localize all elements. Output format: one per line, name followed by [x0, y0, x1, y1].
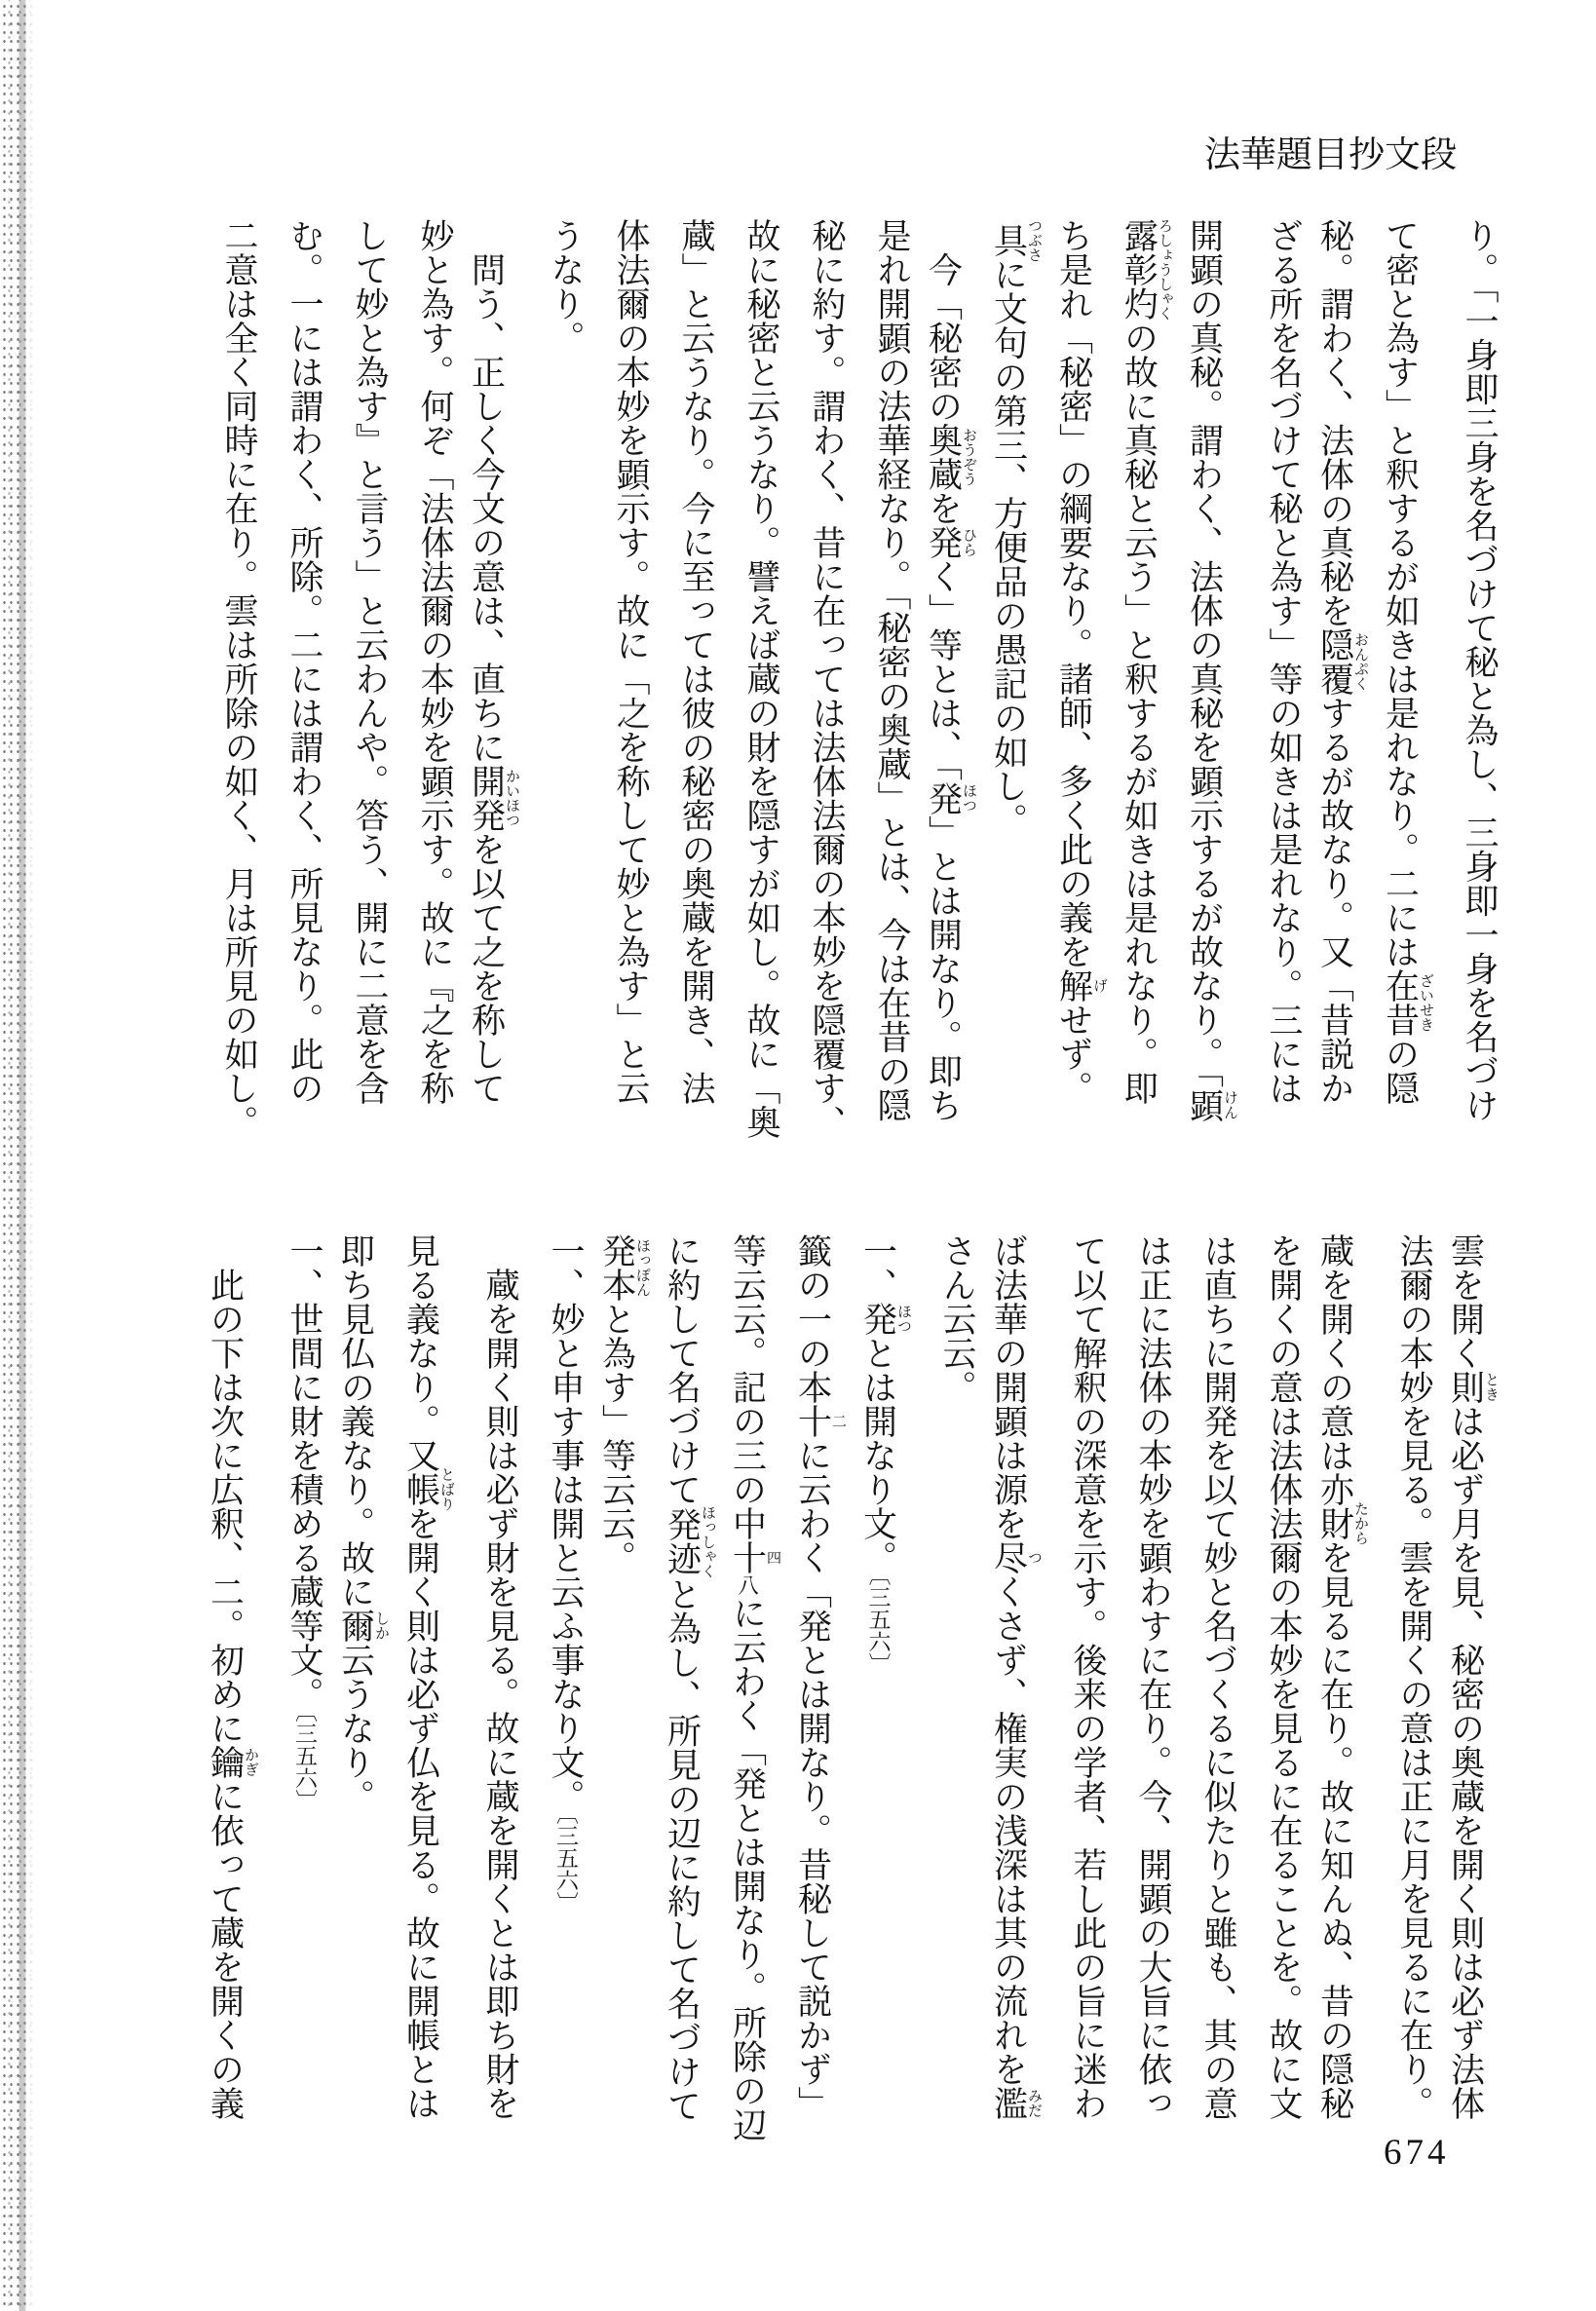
text-column: は正に法体の本妙を顕わすに在り。今、開顕の大旨に依っ: [1134, 1233, 1172, 2120]
text-column: 一、発ほつとは開なり文。〔三五六〕: [858, 1233, 911, 1676]
text-column: 妙と為す。何ぞ「法体法爾の本妙を顕示す。故に『之を称: [416, 218, 454, 1105]
text-column: うなり。: [547, 218, 585, 355]
text-column: は直ちに開発を以て妙と名づくるに似たりと雖も、其の意: [1199, 1233, 1237, 2120]
text-column: さん云云。: [938, 1233, 976, 1404]
furigana-term: 則とき: [1446, 1370, 1499, 1404]
furigana-term: 発ほつ: [924, 780, 976, 815]
text-column: 籤の一の本十二に云わく「発とは開なり。昔秘して説かず」: [793, 1233, 846, 2120]
furigana-term: 在昔ざいせき: [1381, 968, 1433, 1037]
text-column: 此の下は次に広釈、二。初めに鑰かぎに依って蔵を開くの義: [206, 1233, 258, 2120]
text-column: を開くの意は法体法爾の本妙を見るに在ることを。故に文: [1265, 1233, 1303, 2120]
page-reference: 〔三五六〕: [553, 1813, 578, 1914]
furigana-term: 開発かいほつ: [467, 764, 519, 832]
text-column: に約して名づけて発迹ほっしゃくと為し、所見の辺に約して名づけて: [663, 1233, 715, 2123]
text-column: て以て解釈の深意を示す。後来の学者、若し此の旨に迷わ: [1069, 1233, 1107, 2120]
text-column: 今「秘密の奥蔵おうぞうを発ひらく」等とは、「発ほつ」とは開なり。即ち: [924, 218, 976, 1122]
furigana-term: 隠覆おんぷく: [1315, 627, 1368, 696]
text-column: 一、妙と申す事は開と云ふ事なり文。〔三五六〕: [547, 1233, 585, 1914]
text-column: 問う、正しく今文の意は、直ちに開発かいほつを以て之を称して: [467, 218, 519, 1105]
furigana-term: 解げ: [1054, 968, 1107, 1003]
furigana-term: 十四: [728, 1540, 780, 1574]
page-reference: 〔三五六〕: [865, 1574, 891, 1676]
running-head-title: 法華題目抄文段: [1204, 135, 1457, 175]
furigana-term: 発本ほっぽん: [597, 1233, 650, 1302]
furigana-term: 帳とばり: [401, 1467, 454, 1511]
furigana-term: 奥蔵おうぞう: [924, 423, 976, 491]
furigana-term: 鑰かぎ: [206, 1745, 258, 1779]
furigana-term: 顕けん: [1185, 1087, 1237, 1122]
furigana-term: 財たから: [1315, 1501, 1368, 1545]
small-number: 八: [735, 1574, 760, 1596]
text-column: 蔵を開くの意は亦財たからを見るに在り。故に知んぬ、昔の隠秘: [1315, 1233, 1368, 2120]
text-column: 体法爾の本妙を顕示す。故に「之を称して妙と為す」と云: [612, 218, 650, 1105]
furigana-term: 具つぶさ: [989, 218, 1042, 262]
text-column: 蔵を開く則は必ず財を見る。故に蔵を開くとは即ち財を: [481, 1233, 519, 2120]
text-column: 等云云。記の三の中十四八に云わく「発とは開なり。所除の辺: [728, 1233, 780, 2141]
top-text-block: [189, 218, 1499, 1146]
furigana-term: 発ほつ: [858, 1302, 911, 1336]
text-column: 具つぶさに文句の第三、方便品の愚記の如し。: [989, 218, 1042, 837]
text-column: む。一には謂わく、所除。二には謂わく、所見なり。此の: [285, 218, 323, 1105]
text-column: 即ち見仏の義なり。故に爾しか云うなり。: [336, 1233, 389, 1813]
text-column: 蔵」と云うなり。今に至っては彼の秘密の奥蔵を開き、法: [677, 218, 715, 1105]
bottom-text-block: [189, 1233, 1499, 2161]
text-column: 秘に約す。謂わく、昔に在っては法体法爾の本妙を隠覆す、: [808, 218, 846, 1139]
furigana-term: 濫みだ: [989, 2086, 1042, 2120]
text-column: して妙と為す』と言う」と云わんや。答う、開に二意を含: [351, 218, 389, 1105]
furigana-term: 露彰灼ろしょうしゃく: [1120, 218, 1172, 321]
page-reference: 〔三五六〕: [292, 1711, 317, 1812]
text-column: 見る義なり。又帳とばりを開く則は必ず仏を見る。故に開帳とは: [401, 1233, 454, 2120]
binding-shadow: [0, 0, 33, 2311]
text-column: ち是れ「秘密」の綱要なり。諸師、多く此の義を解げせず。: [1054, 218, 1107, 1105]
page-number: 674: [1384, 2133, 1450, 2173]
furigana-term: 発迹ほっしゃく: [663, 1504, 715, 1578]
text-column: 露彰灼ろしょうしゃくの故に真秘と云う」と釈するが如きは是れなり。即: [1120, 218, 1172, 1105]
furigana-term: 爾しか: [336, 1609, 389, 1643]
furigana-term: 尽つ: [989, 1540, 1042, 1574]
text-column: り。「一身即三身を名づけて秘と為し、三身即一身を名づけ: [1461, 218, 1499, 1122]
furigana-term: 発ひら: [924, 525, 976, 559]
text-column: 一、世間に財を積める蔵等文。〔三五六〕: [285, 1233, 323, 1812]
text-column: 秘。謂わく、法体の真秘を隠覆おんぷくするが故なり。又「昔説か: [1315, 218, 1368, 1105]
text-column: 是れ開顕の法華経なり。「秘密の奥蔵」とは、今は在昔の隠: [873, 218, 911, 1122]
text-column: 開顕の真秘。謂わく、法体の真秘を顕示するが故なり。「顕けん: [1185, 218, 1237, 1122]
text-column: 二意は全く同時に在り。雲は所除の如く、月は所見の如し。: [220, 218, 258, 1139]
text-column: ざる所を名づけて秘と為す」等の如きは是れなり。三には: [1265, 218, 1303, 1105]
text-column: 法爾の本妙を見る。雲を開くの意は正に月を見るに在り。: [1395, 1233, 1433, 2120]
text-column: 雲を開く則ときは必ず月を見、秘密の奥蔵を開く則は必ず法体: [1446, 1233, 1499, 2120]
text-column: ば法華の開顕は源を尽つくさず、権実の浅深は其の流れを濫みだ: [989, 1233, 1042, 2120]
text-column: て密と為す」と釈するが如きは是れなり。二には在昔ざいせきの隠: [1381, 218, 1433, 1105]
text-column: 故に秘密と云うなり。譬えば蔵の財を隠すが如し。故に「奥: [742, 218, 780, 1139]
text-column: 発本ほっぽんと為す」等云云。: [597, 1233, 650, 1574]
furigana-term: 十二: [793, 1404, 846, 1438]
